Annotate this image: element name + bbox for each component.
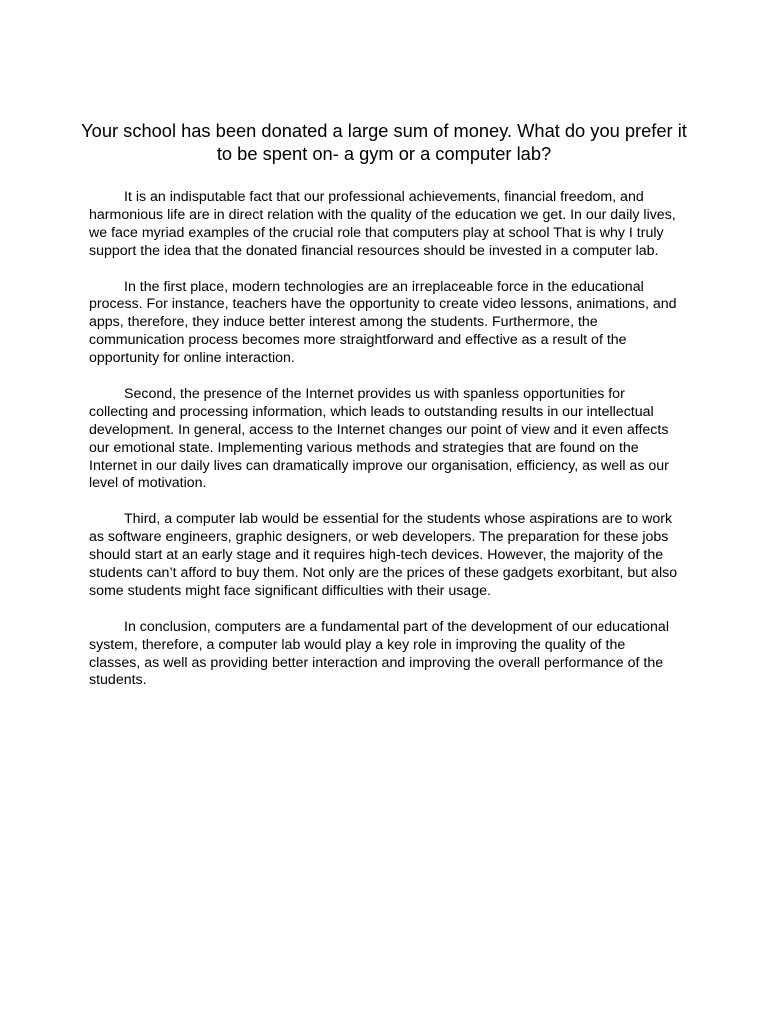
essay-title: Your school has been donated a large sum of money. What do you prefer it to be spent on- a gym or a computer lab? bbox=[81, 120, 687, 164]
essay-body bbox=[89, 189, 679, 708]
paragraph-third-point: Third, a computer lab would be essential for the students whose aspirations are to work as software engineers, graphic designers, or web developers. The preparation for these jobs should start at an early stage and it requires high-tech devices. However, the majority of the students can’t afford to buy them. Not only are the prices of these gadgets exorbitant, but also some students might face significant difficulties with their usage. bbox=[89, 511, 678, 599]
paragraph-first-point: In the first place, modern technologies are an irreplaceable force in the educational process. For instance, teachers have the opportunity to create video lessons, animations, and apps, therefore, they induce better interest among the students. Furthermore, the communication process becomes more straightforward and effective as a result of the opportunity for online interaction. bbox=[89, 278, 677, 367]
paragraph-conclusion: In conclusion, computers are a fundamental part of the development of our educational system, therefore, a computer lab would play a key role in improving the quality of the classes, as well as providing better interaction and improving the overall performance of the students. bbox=[89, 618, 669, 689]
paragraph-second-point: Second, the presence of the Internet provides us with spanless opportunities for collecting and processing information, which leads to outstanding results in our intellectual development. In general, access to the Internet changes our point of view and it even affects our emotional state. Implementing various methods and strategies that are found on the Internet in our daily lives can dramatically improve our organisation, efficiency, as well as our level of motivation. bbox=[89, 385, 669, 492]
paragraph-introduction: It is an indisputable fact that our professional achievements, financial freedom, and harmonious life are in direct relation with the quality of the education we get. In our daily lives, we face myriad examples of the crucial role that computers play at school That is why I truly support the idea that the donated financial resources should be invested in a computer lab. bbox=[89, 189, 676, 259]
